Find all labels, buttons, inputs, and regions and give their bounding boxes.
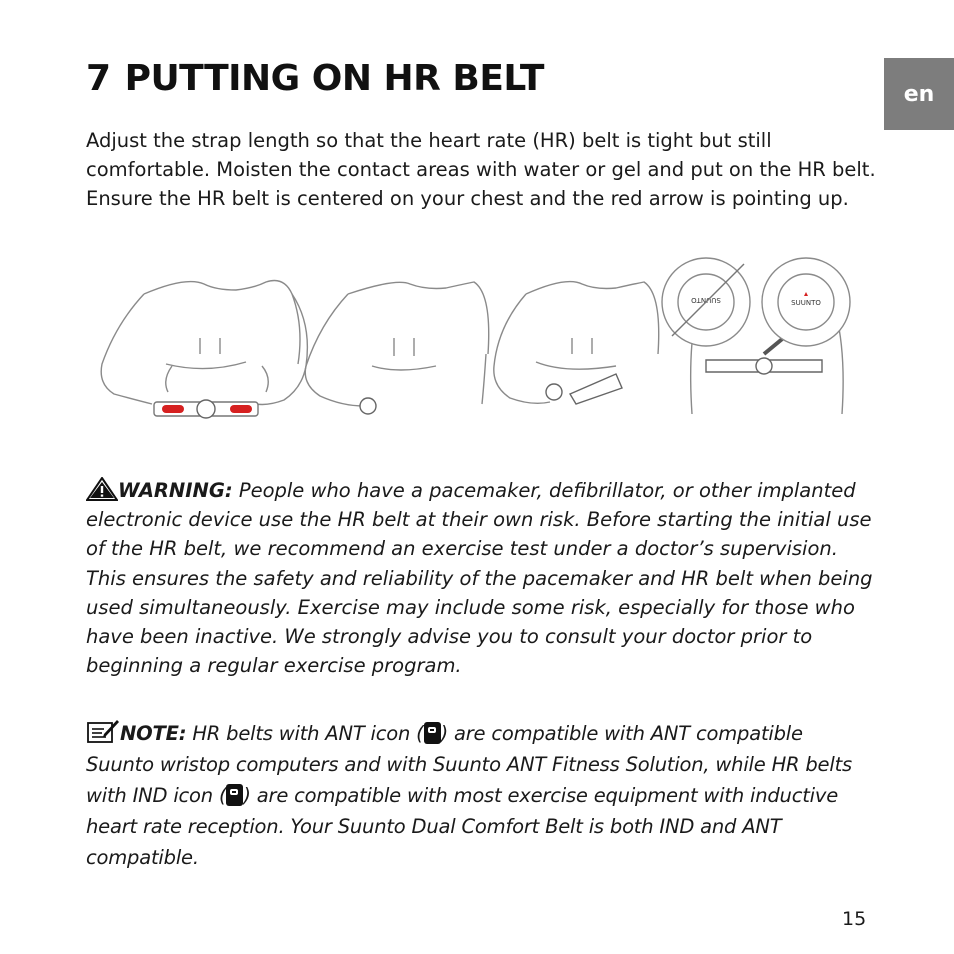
warning-paragraph: [86, 476, 876, 680]
hr-belt-illustration: [96, 254, 856, 424]
note-pencil-icon: [86, 718, 120, 744]
section-heading: [86, 58, 544, 99]
warning-triangle-icon: [86, 477, 118, 501]
correct-orientation-circle: [762, 258, 850, 346]
intro-paragraph: Adjust the strap length so that the heart rate (HR) belt is tight but still comfortable. Moisten the contact areas with water or gel and put on the HR belt. Ensure the HR belt is centered on your chest and the red arrow is pointing up.: [86, 129, 876, 210]
note-label: NOTE:: [120, 722, 187, 745]
note-paragraph: [86, 718, 876, 873]
page-number: 15: [842, 908, 867, 930]
figure-3-torso: [494, 282, 659, 404]
figure-1-torso: [101, 281, 307, 405]
ant-icon: [424, 722, 441, 744]
section-number: 7: [86, 58, 111, 99]
logo-upright: SUUNTO: [791, 299, 821, 307]
note-text-1: HR belts with ANT icon (: [186, 722, 424, 745]
warning-text: People who have a pacemaker, defibrillator, or other implanted electronic device use the HR belt at their own risk. Before starting the initial use of the HR belt, we recommend an exercise test under a doctor’s supervision. This ensures the safety and reliability of the pacemaker and HR belt when being used simultaneously. Exercise may include some risk, especially for those who have been inactive. We strongly advise you to consult your doctor prior to beginning a regular exercise program.: [86, 479, 873, 678]
warning-label: WARNING:: [118, 479, 233, 502]
figure-2-torso: [305, 282, 488, 414]
belt-1: [154, 400, 258, 418]
ind-icon: [226, 784, 243, 806]
language-tab: en: [884, 58, 954, 130]
section-title: PUTTING ON HR BELT: [124, 58, 544, 99]
note-text-2: ) are compatible with ANT compatible Suunto wristop computers and with Suunto ANT Fitness Solution, while HR belts with IND icon (: [86, 722, 852, 807]
note-text-3: ) are compatible with most exercise equipment with inductive heart rate reception. Your Suunto Dual Comfort Belt is both IND and ANT compatible.: [86, 784, 839, 869]
wrong-orientation-circle: [662, 258, 750, 346]
logo-upside-down: SUUNTO: [691, 296, 721, 304]
